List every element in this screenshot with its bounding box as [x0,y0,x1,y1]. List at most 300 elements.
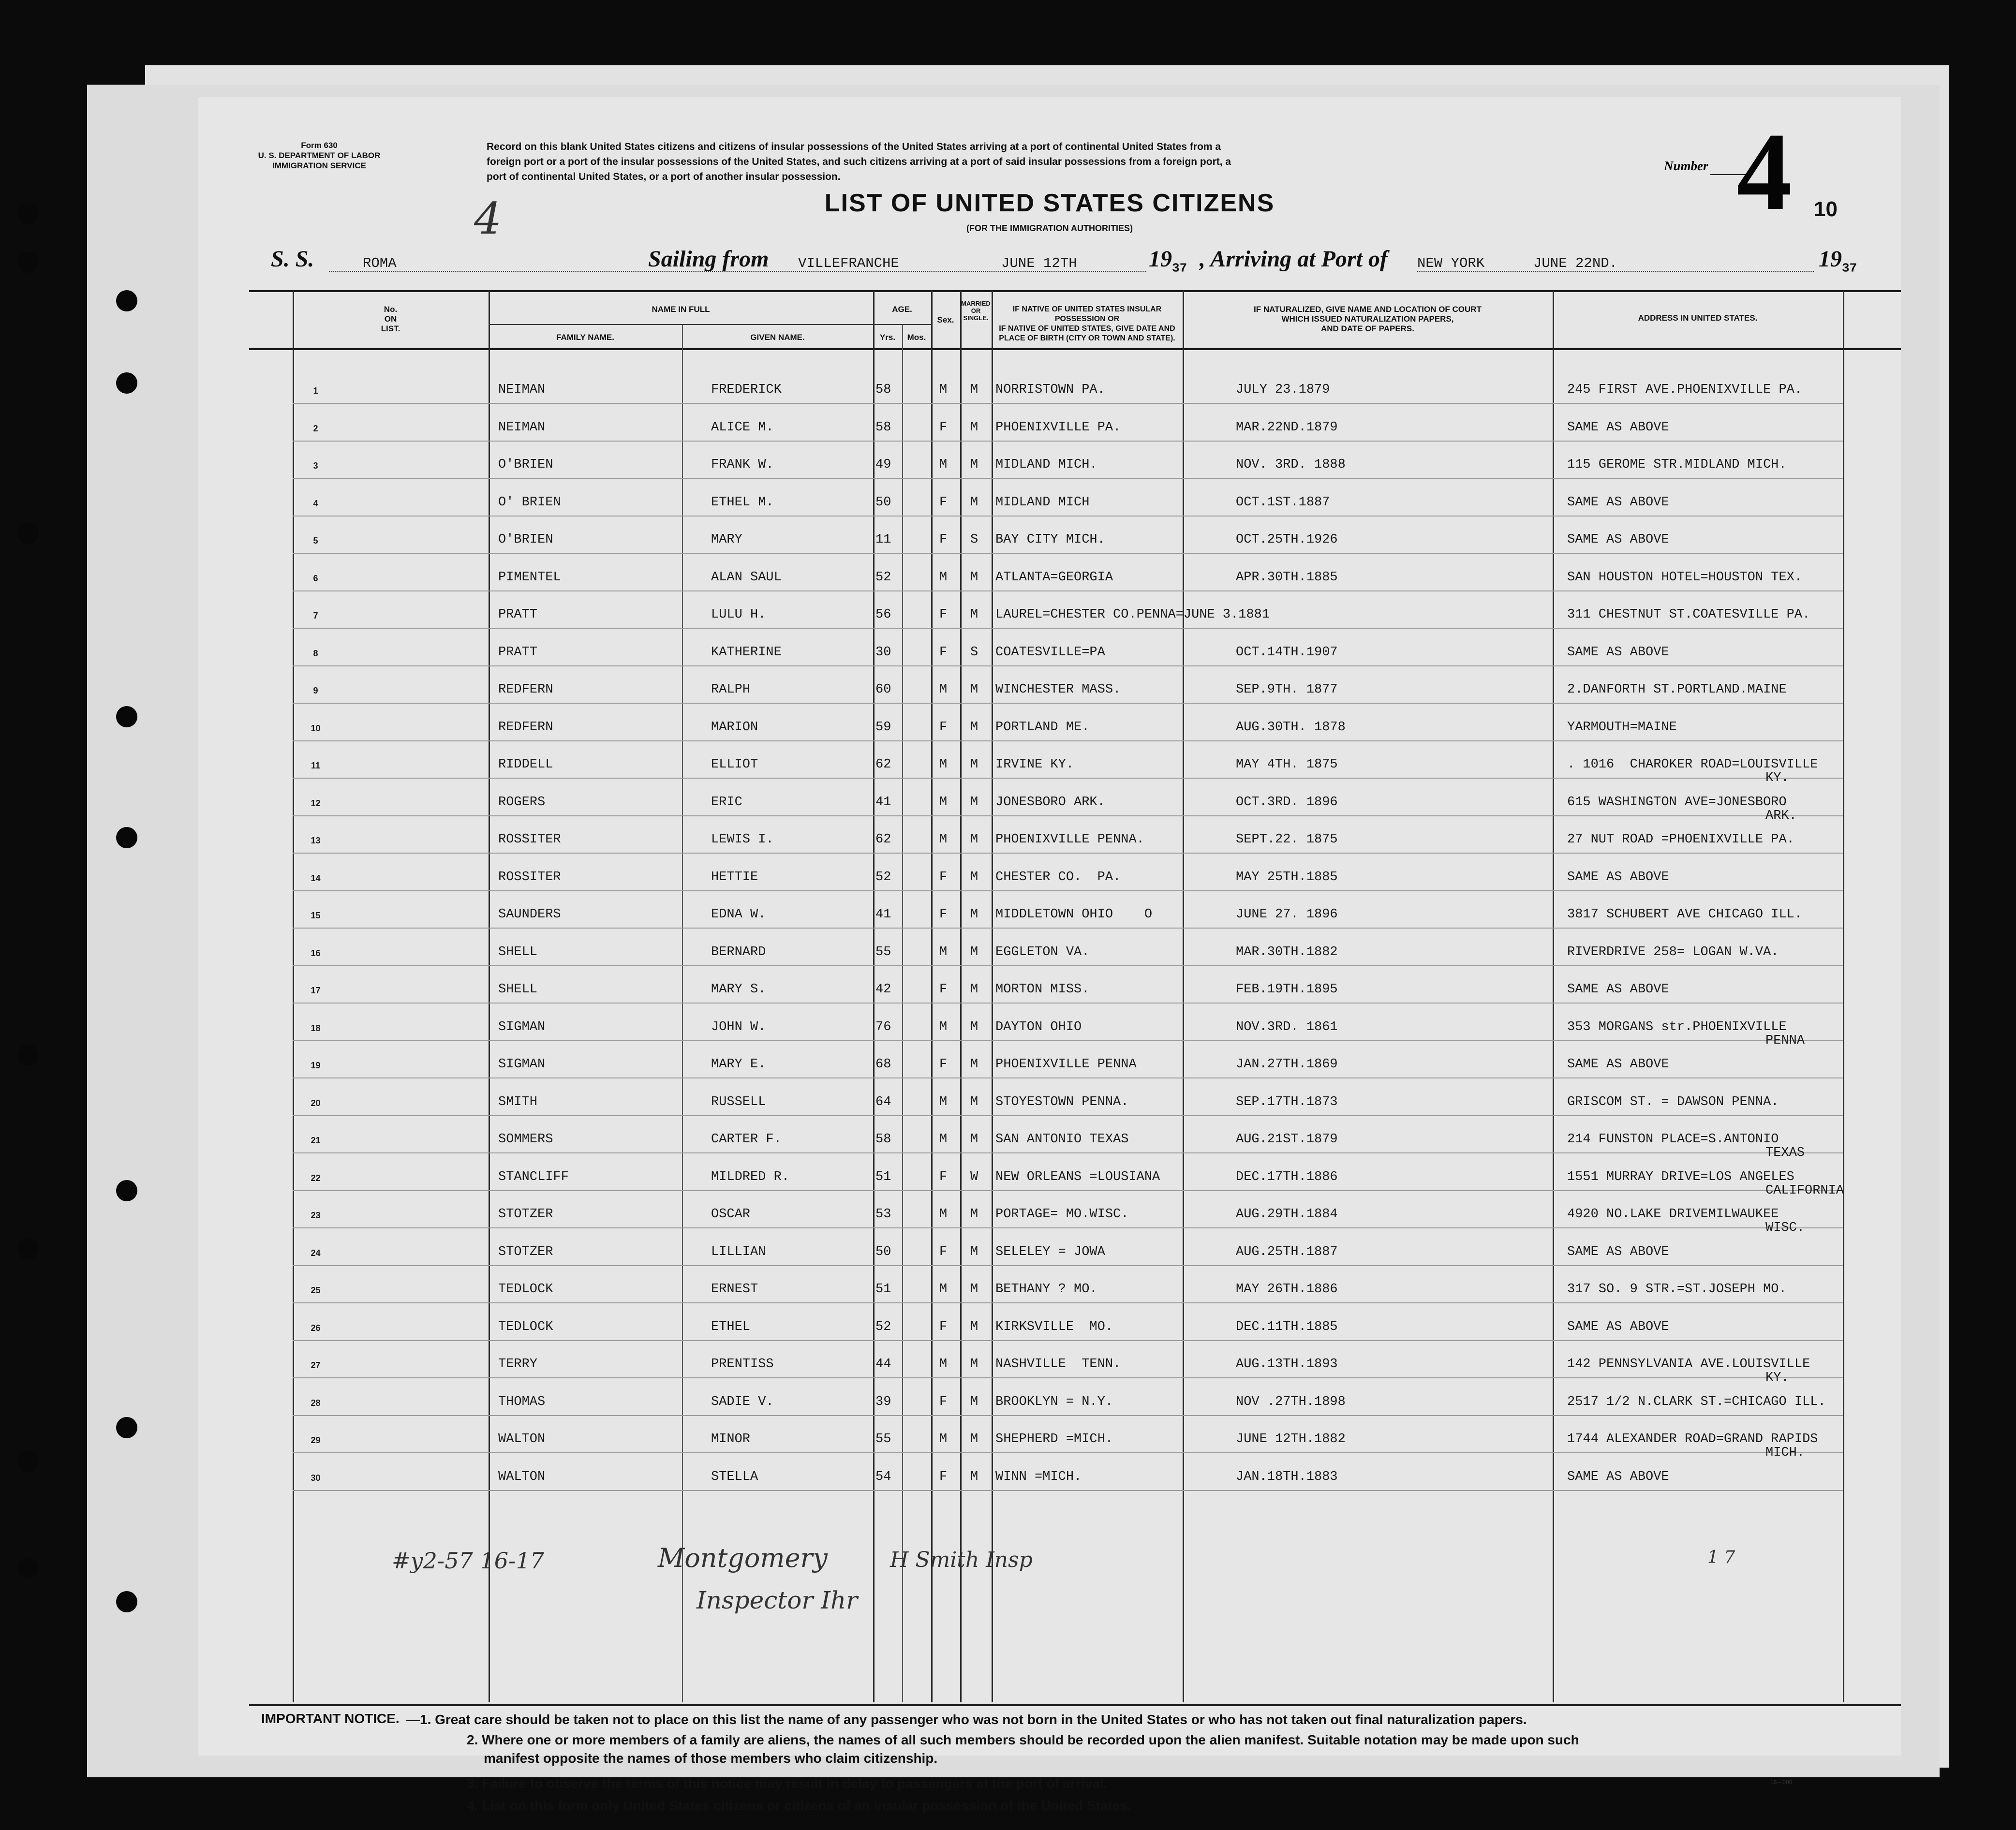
cell-address: SAME AS ABOVE [1567,1319,1669,1334]
punch-hole [17,251,39,273]
cell-given: CARTER F. [711,1132,782,1147]
number-label: Number [1664,159,1708,173]
cell-address-continued: KY. [1765,1371,1789,1385]
punch-hole [17,203,39,224]
col-header-mos: Mos. [907,333,926,342]
cell-yrs: 76 [875,1019,891,1034]
cell-given: RUSSELL [711,1094,766,1109]
cell-no: 14 [311,873,321,883]
cell-given: OSCAR [711,1207,751,1222]
cell-given: ETHEL M. [711,495,774,510]
cell-yrs: 58 [875,1132,891,1147]
cell-date: MAY 4TH. 1875 [1236,757,1338,772]
table-row [198,1467,1901,1504]
cell-no: 15 [311,911,321,920]
cell-sex: F [939,1057,948,1072]
cell-ms: M [970,982,978,997]
table-row [198,567,1901,605]
cell-address: 1744 ALEXANDER ROAD=GRAND RAPIDS [1567,1432,1818,1446]
row-rule [293,1302,1843,1303]
row-rule [293,1340,1843,1341]
cell-no: 24 [311,1248,321,1258]
department-name: U. S. DEPARTMENT OF LABOR [258,151,381,160]
sailing-date: JUNE 12TH [1001,255,1077,271]
cell-place: SHEPHERD =MICH. [995,1432,1113,1446]
sailing-year [1149,246,1187,276]
table-row [198,1017,1901,1054]
table-row [198,1092,1901,1129]
cell-place: BROOKLYN = N.Y. [995,1394,1113,1409]
cell-no: 2 [313,423,318,433]
cell-ms: M [970,1207,978,1222]
cell-address: SAME AS ABOVE [1567,1244,1669,1259]
punch-hole [116,827,137,848]
cell-sex: M [939,383,948,397]
cell-place: COATESVILLE=PA [995,645,1105,660]
notice-item: 2. Where one or more members of a family are aliens, the names of all such members should be recorded upon the alien manifest. Suitable notation may be made upon such [467,1732,1579,1747]
table-row [198,1279,1901,1316]
header-rule [249,348,1901,350]
cell-yrs: 51 [875,1169,891,1184]
cell-yrs: 60 [875,682,891,697]
cell-place: PORTAGE= MO.WISC. [995,1207,1129,1222]
col-header-family-name: FAMILY NAME. [556,333,614,342]
record-line: foreign port or a port of the insular possessions of the United States, and such citizens arriving at a port of said insular possessions from a foreign port, a [487,156,1231,167]
cell-no: 13 [311,836,321,845]
row-rule [293,1190,1843,1191]
cell-family: ROSSITER [498,832,561,847]
cell-given: LULU H. [711,607,766,622]
cell-address: 245 FIRST AVE.PHOENIXVILLE PA. [1567,383,1803,397]
table-row [198,754,1901,792]
cell-no: 8 [313,648,318,658]
cell-sex: F [939,645,948,660]
cell-sex: M [939,570,948,585]
cell-address-continued: PENNA [1765,1033,1805,1048]
row-rule [293,516,1843,517]
cell-family: SHELL [498,945,538,959]
cell-date: APR.30TH.1885 [1236,570,1338,585]
cell-place: EGGLETON VA. [995,945,1090,959]
cell-family: NEIMAN [498,420,546,435]
cell-date: OCT.1ST.1887 [1236,495,1330,510]
table-row [198,792,1901,829]
service-name: IMMIGRATION SERVICE [272,161,366,170]
table-row [198,829,1901,867]
cell-ms: M [970,1094,978,1109]
cell-place: KIRKSVILLE MO. [995,1319,1113,1334]
cell-yrs: 44 [875,1357,891,1372]
cell-family: PIMENTEL [498,570,561,585]
cell-family: TEDLOCK [498,1282,553,1297]
cell-no: 28 [311,1398,321,1408]
cell-yrs: 55 [875,1432,891,1446]
cell-place: IRVINE KY. [995,757,1074,772]
cell-address-continued: MICH. [1765,1446,1805,1460]
cell-sex: M [939,832,948,847]
cell-family: O'BRIEN [498,532,553,547]
arrival-year [1819,246,1857,276]
cell-sex: F [939,607,948,622]
cell-family: PRATT [498,645,538,660]
cell-yrs: 52 [875,1319,891,1334]
table-row [198,1392,1901,1429]
row-rule [293,665,1843,666]
cell-yrs: 56 [875,607,891,622]
cell-place: MIDDLETOWN OHIO O [995,907,1153,922]
cell-date: JULY 23.1879 [1236,383,1330,397]
row-rule [293,890,1843,891]
row-rule [293,778,1843,779]
cell-place: JONESBORO ARK. [995,795,1105,810]
cell-yrs: 49 [875,458,891,472]
signature: Inspector Ihr [697,1586,858,1614]
cell-no: 30 [311,1473,321,1483]
cell-address: YARMOUTH=MAINE [1567,720,1677,735]
cell-address: 27 NUT ROAD =PHOENIXVILLE PA. [1567,832,1794,847]
notice-label: IMPORTANT NOTICE. [261,1711,400,1726]
cell-yrs: 62 [875,757,891,772]
cell-no: 3 [313,461,318,471]
cell-address: SAME AS ABOVE [1567,982,1669,997]
notice-item: —1. Great care should be taken not to place on this list the name of any passenger who was not born in the United States or who has not taken out final naturalization papers. [406,1712,1527,1727]
cell-address-continued: TEXAS [1765,1146,1805,1160]
cell-ms: M [970,570,978,585]
cell-family: NEIMAN [498,383,546,397]
cell-sex: F [939,870,948,885]
cell-given: ELLIOT [711,757,758,772]
year-suffix: 37 [1842,261,1857,276]
cell-address: SAME AS ABOVE [1567,532,1669,547]
record-line: port of continental United States, or a port of another insular possession. [487,171,841,182]
row-rule [293,478,1843,479]
row-rule [293,1003,1843,1004]
notice-item: manifest opposite the names of those members who claim citizenship. [484,1751,938,1766]
cell-place: MIDLAND MICH [995,495,1090,510]
cell-date: OCT.3RD. 1896 [1236,795,1338,810]
record-line: Record on this blank United States citizens and citizens of insular possessions of the United States arriving at a port of continental United States from a [487,141,1221,152]
form-number: Form 630 [301,141,338,150]
cell-ms: M [970,1057,978,1072]
cell-no: 19 [311,1061,321,1070]
col-header-age: AGE. [892,305,912,314]
cell-place: WINN =MICH. [995,1469,1082,1484]
cell-place: STOYESTOWN PENNA. [995,1094,1129,1109]
cell-no: 25 [311,1285,321,1295]
print-code: 16—000 [1770,1779,1793,1786]
cell-family: STOTZER [498,1207,553,1222]
cell-sex: F [939,907,948,922]
punch-hole [17,522,39,544]
cell-address: 115 GEROME STR.MIDLAND MICH. [1567,458,1787,472]
cell-yrs: 50 [875,1244,891,1259]
cell-sex: F [939,1394,948,1409]
cell-place: PHOENIXVILLE PENNA. [995,832,1144,847]
cell-yrs: 53 [875,1207,891,1222]
cell-yrs: 42 [875,982,891,997]
cell-family: SHELL [498,982,538,997]
cell-ms: M [970,1319,978,1334]
cell-date: SEP.17TH.1873 [1236,1094,1338,1109]
table-row [198,642,1901,679]
cell-date: NOV.3RD. 1861 [1236,1019,1338,1034]
cell-given: LILLIAN [711,1244,766,1259]
row-rule [293,1490,1843,1491]
cell-given: JOHN W. [711,1019,766,1034]
table-row [198,530,1901,567]
cell-no: 18 [311,1023,321,1033]
cell-given: ALAN SAUL [711,570,782,585]
cell-family: REDFERN [498,720,553,735]
cell-place: BAY CITY MICH. [995,532,1105,547]
cell-sex: M [939,1282,948,1297]
cell-given: MARY [711,532,742,547]
row-rule [293,1415,1843,1416]
cell-given: ERNEST [711,1282,758,1297]
cell-sex: F [939,1169,948,1184]
cell-date: OCT.14TH.1907 [1236,645,1338,660]
cell-ms: M [970,1244,978,1259]
cell-family: RIDDELL [498,757,553,772]
arrival-port: NEW YORK [1417,255,1485,271]
year-prefix: 19 [1149,246,1172,272]
cell-family: SIGMAN [498,1057,546,1072]
sailing-port: VILLEFRANCHE [798,255,899,271]
cell-given: MARION [711,720,758,735]
cell-date: MAY 25TH.1885 [1236,870,1338,885]
cell-yrs: 68 [875,1057,891,1072]
cell-address: RIVERDRIVE 258= LOGAN W.VA. [1567,945,1779,959]
cell-date: DEC.17TH.1886 [1236,1169,1338,1184]
cell-place: LAUREL=CHESTER CO.PENNA=JUNE 3.1881 [995,607,1270,622]
margin-note: 4 [474,193,502,244]
row-rule [293,1265,1843,1266]
cell-no: 20 [311,1098,321,1108]
cell-ms: S [970,645,978,660]
punch-hole [116,706,137,727]
table-row [198,1317,1901,1354]
table-row [198,979,1901,1017]
cell-sex: M [939,682,948,697]
cell-yrs: 41 [875,795,891,810]
cell-no: 12 [311,798,321,808]
cell-family: SOMMERS [498,1132,553,1147]
punch-hole [17,1451,39,1472]
col-header-yrs: Yrs. [879,333,896,342]
immigration-form [198,97,1901,1813]
cell-sex: M [939,1019,948,1034]
cell-sex: F [939,720,948,735]
col-header-name-in-full: NAME IN FULL [652,305,710,314]
cell-yrs: 58 [875,383,891,397]
cell-given: SADIE V. [711,1394,774,1409]
cell-yrs: 52 [875,870,891,885]
cell-date: MAR.22ND.1879 [1236,420,1338,435]
col-header-address: ADDRESS IN UNITED STATES. [1638,313,1758,323]
cell-given: ALICE M. [711,420,774,435]
cell-date: JUNE 12TH.1882 [1236,1432,1346,1446]
cell-family: SAUNDERS [498,907,561,922]
cell-family: WALTON [498,1432,546,1446]
cell-no: 9 [313,686,318,695]
cell-no: 10 [311,723,321,733]
cell-date: AUG.25TH.1887 [1236,1244,1338,1259]
agency-block [242,140,397,171]
cell-place: DAYTON OHIO [995,1019,1082,1034]
row-rule [293,853,1843,854]
cell-sex: M [939,458,948,472]
punch-hole [17,1045,39,1066]
cell-given: STELLA [711,1469,758,1484]
punch-hole [116,372,137,394]
row-rule [293,703,1843,704]
cell-date: FEB.19TH.1895 [1236,982,1338,997]
cell-address-continued: ARK. [1765,808,1797,823]
cell-sex: F [939,1469,948,1484]
table-row [198,904,1901,942]
cell-given: HETTIE [711,870,758,885]
cell-address: SAME AS ABOVE [1567,420,1669,435]
cell-ms: S [970,532,978,547]
cell-yrs: 39 [875,1394,891,1409]
row-rule [293,815,1843,816]
cell-given: MARY S. [711,982,766,997]
punch-hole [17,1238,39,1259]
cell-yrs: 58 [875,420,891,435]
cell-sex: M [939,1357,948,1372]
arriving-label: , Arriving at Port of [1200,246,1388,272]
punch-hole [116,290,137,311]
ship-name: ROMA [363,255,397,271]
cell-address: 2.DANFORTH ST.PORTLAND.MAINE [1567,682,1787,697]
cell-no: 21 [311,1136,321,1145]
col-header-naturalized: IF NATURALIZED, GIVE NAME AND LOCATION OF COURT WHICH ISSUED NATURALIZATION PAPERS, AND DATE OF PAPERS. [1254,305,1482,333]
cell-no: 22 [311,1173,321,1183]
cell-family: ROSSITER [498,870,561,885]
cell-sex: F [939,982,948,997]
signature: H Smith Insp [890,1548,1033,1572]
cell-date: MAY 26TH.1886 [1236,1282,1338,1297]
cell-place: PORTLAND ME. [995,720,1090,735]
cell-place: NASHVILLE TENN. [995,1357,1121,1372]
cell-place: CHESTER CO. PA. [995,870,1121,885]
cell-yrs: 62 [875,832,891,847]
cell-place: NORRISTOWN PA. [995,383,1105,397]
cell-address: GRISCOM ST. = DAWSON PENNA. [1567,1094,1779,1109]
cell-address: 615 WASHINGTON AVE=JONESBORO [1567,795,1787,810]
cell-no: 17 [311,986,321,995]
punch-hole [17,1557,39,1579]
punch-hole [116,1591,137,1612]
table-row [198,492,1901,530]
cell-date: AUG.30TH. 1878 [1236,720,1346,735]
cell-sex: M [939,1432,948,1446]
cell-address-continued: WISC. [1765,1221,1805,1235]
cell-date: JAN.27TH.1869 [1236,1057,1338,1072]
cell-ms: M [970,682,978,697]
cell-given: ETHEL [711,1319,751,1334]
cell-no: 5 [313,536,318,546]
cell-family: SMITH [498,1094,538,1109]
cell-date: JAN.18TH.1883 [1236,1469,1338,1484]
table-row [198,380,1901,417]
row-rule [293,1077,1843,1078]
year-suffix: 37 [1172,261,1187,276]
cell-family: WALTON [498,1469,546,1484]
cell-place: PHOENIXVILLE PENNA [995,1057,1137,1072]
row-rule [293,1377,1843,1378]
cell-sex: M [939,945,948,959]
cell-sex: F [939,495,948,510]
table-row [198,1167,1901,1204]
cell-address: 317 SO. 9 STR.=ST.JOSEPH MO. [1567,1282,1787,1297]
cell-ms: M [970,1132,978,1147]
page-number: 10 [1814,197,1838,221]
cell-ms: M [970,832,978,847]
cell-ms: M [970,757,978,772]
cell-date: SEPT.22. 1875 [1236,832,1338,847]
arrival-date: JUNE 22ND. [1533,255,1618,271]
cell-given: KATHERINE [711,645,782,660]
cell-yrs: 41 [875,907,891,922]
cell-date: MAR.30TH.1882 [1236,945,1338,959]
cell-place: ATLANTA=GEORGIA [995,570,1113,585]
cell-family: THOMAS [498,1394,546,1409]
table-row [198,417,1901,455]
sailing-label: Sailing from [648,246,769,272]
cell-ms: W [970,1169,978,1184]
row-rule [293,628,1843,629]
cell-sex: M [939,757,948,772]
cell-place: BETHANY ? MO. [995,1282,1097,1297]
row-rule [293,928,1843,929]
col-header-birth: IF NATIVE OF UNITED STATES INSULAR POSSESSION OR IF NATIVE OF UNITED STATES, GIVE DATE AND PLACE OF BIRTH (CITY OR TOWN AND STATE). [999,305,1175,342]
cell-given: BERNARD [711,945,766,959]
cell-sex: F [939,420,948,435]
cell-no: 23 [311,1210,321,1220]
cell-yrs: 52 [875,570,891,585]
cell-ms: M [970,383,978,397]
ss-label: S. S. [271,246,314,272]
table-row [198,717,1901,754]
cell-ms: M [970,495,978,510]
cell-ms: M [970,720,978,735]
table-row [198,1242,1901,1279]
cell-ms: M [970,1394,978,1409]
cell-address: 4920 NO.LAKE DRIVEMILWAUKEE [1567,1207,1779,1222]
table-row [198,1204,1901,1241]
cell-address: 3817 SCHUBERT AVE CHICAGO ILL. [1567,907,1803,922]
cell-place: SAN ANTONIO TEXAS [995,1132,1129,1147]
cell-family: TEDLOCK [498,1319,553,1334]
cell-no: 4 [313,498,318,508]
cell-yrs: 59 [875,720,891,735]
cell-sex: F [939,1319,948,1334]
cell-address: 353 MORGANS str.PHOENIXVILLE [1567,1019,1787,1034]
col-header-sex: Sex. [937,315,954,325]
row-rule [293,1040,1843,1041]
row-rule [293,965,1843,966]
cell-given: MINOR [711,1432,751,1446]
row-rule [293,1152,1843,1153]
corner-marks: 1 7 [1707,1548,1735,1567]
cell-ms: M [970,458,978,472]
cell-sex: M [939,1094,948,1109]
table-row [198,867,1901,904]
cell-given: LEWIS I. [711,832,774,847]
cell-no: 16 [311,948,321,958]
row-rule [293,740,1843,741]
